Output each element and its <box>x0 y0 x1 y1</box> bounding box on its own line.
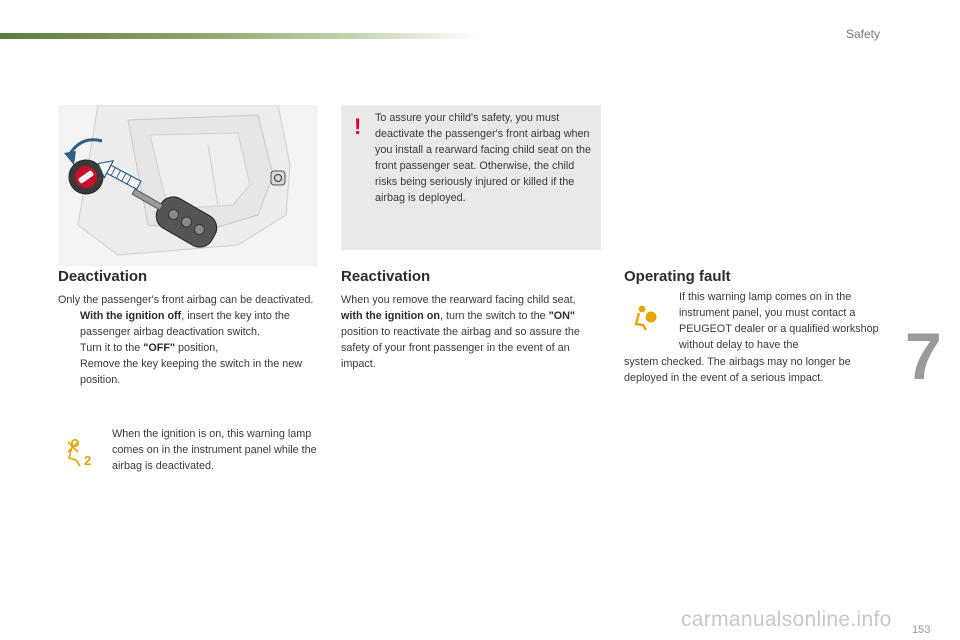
page-number: 153 <box>912 624 931 636</box>
svg-text:2: 2 <box>84 453 92 468</box>
airbag-off-lamp-note: When the ignition is on, this warning lamp comes on in the instrument panel while the airbag is deactivated. <box>112 428 317 473</box>
deactivation-intro: Only the passenger's front airbag can be deactivated. <box>58 294 314 306</box>
child-seat-warning-box <box>341 105 601 250</box>
reactivation-body: When you remove the rearward facing child seat, with the ignition on, turn the switch to the "ON" position to reactivate the airbag and so assure the safety of your front passenger in the event of an impact. <box>341 294 580 371</box>
chapter-number: 7 <box>905 319 942 393</box>
airbag-fault-warning-icon <box>632 305 660 336</box>
deactivation-step: Remove the key keeping the switch in the new position. <box>80 358 303 387</box>
watermark: carmanualsonline.info <box>681 608 892 631</box>
reactivation-heading: Reactivation <box>341 268 431 285</box>
deactivation-step: Turn it to the "OFF" position, <box>80 342 219 355</box>
header-rule <box>0 33 480 39</box>
airbag-off-warning-icon <box>64 438 96 473</box>
deactivation-body <box>58 292 316 389</box>
deactivation-heading: Deactivation <box>58 268 148 285</box>
warning-text: To assure your child's safety, you must deactivate the passenger's front airbag when you install a rearward facing child seat on the front passenger seat. Otherwise, the child risks being seriously injured or killed if the airbag is deployed. <box>375 112 592 205</box>
exclamation-icon: ! <box>354 114 362 139</box>
operating-fault-heading: Operating fault <box>624 268 731 285</box>
fault-text-indented: If this warning lamp comes on in the instrument panel, you must contact a PEUGEOT dealer or a qualified workshop without delay to have the <box>679 291 879 352</box>
airbag-switch-illustration <box>58 105 318 266</box>
fault-text-full: system checked. The airbags may no longer be deployed in the event of a serious impact. <box>624 356 851 385</box>
deactivation-step: With the ignition off, insert the key into the passenger airbag deactivation switch. <box>80 310 290 339</box>
section-title: Safety <box>846 27 881 41</box>
